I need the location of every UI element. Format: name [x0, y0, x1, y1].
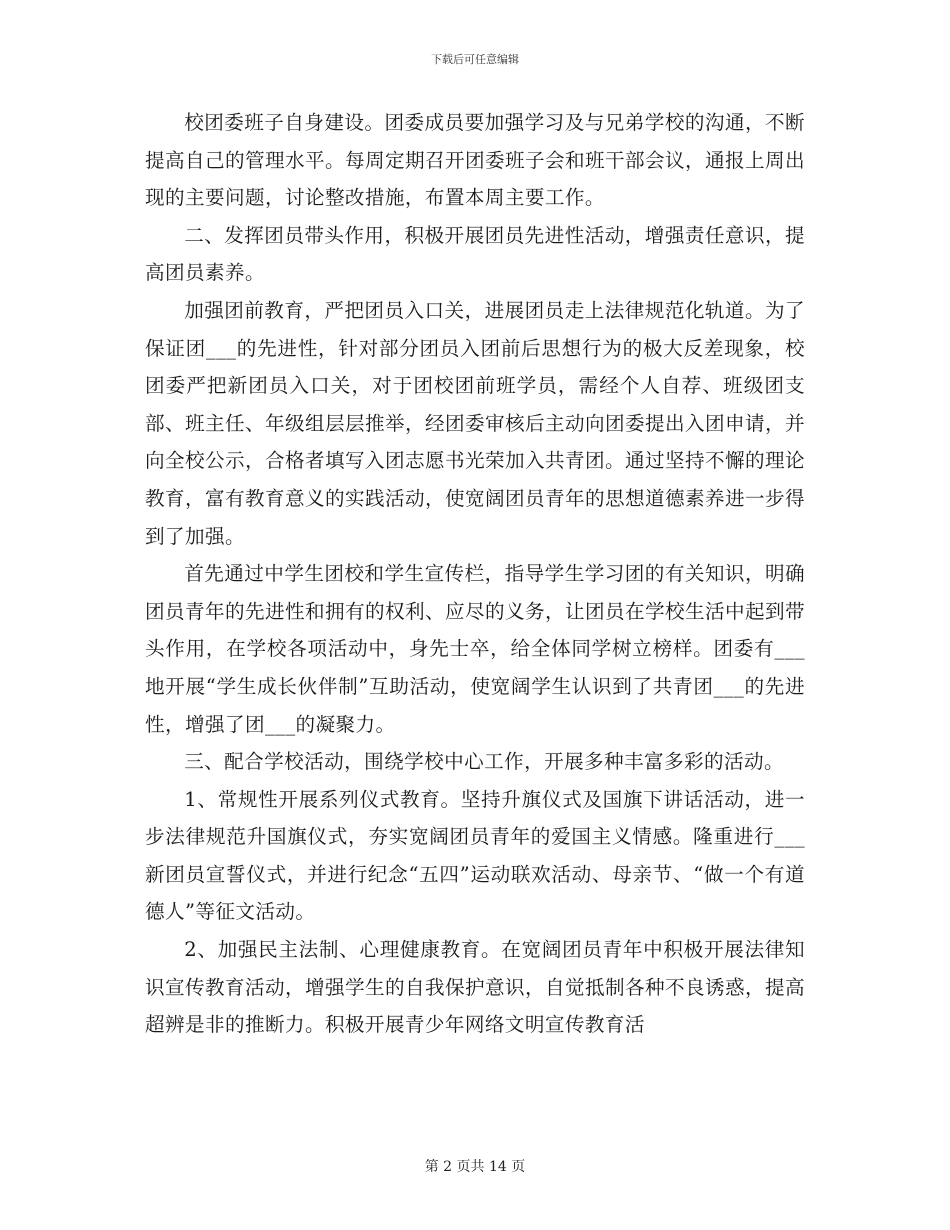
paragraph-2-section-heading: 二、发挥团员带头作用，积极开展团员先进性活动，增强责任意识，提高团员素养。 [145, 223, 805, 285]
paragraph-3: 加强团前教育，严把团员入口关，进展团员走上法律规范化轨道。为了保证团___的先进性，针对部分团员入团前后思想行为的极大反差现象，校团委严把新团员入口关，对于团校团前班学员，需经个人自荐、班级团支部、班主任、年级组层层推举，经团委审核后主动向团委提出入团申请，并向全校公示，合格者填写入团志愿书光荣加入共青团。通过坚持不懈的理论教育，富有教育意义的实践活动，使宽阔团员青年的思想道德素养进一步得到了加强。 [145, 298, 805, 548]
paragraph-5-section-heading: 三、配合学校活动，围绕学校中心工作，开展多种丰富多彩的活动。 [184, 750, 784, 774]
document-body [145, 104, 805, 1044]
paragraph-4: 首先通过中学生团校和学生宣传栏，指导学生学习团的有关知识，明确团员青年的先进性和拥有的权利、应尽的义务，让团员在学校生活中起到带头作用，在学校各项活动中，身先士卒，给全体同学树立榜样。团委有___地开展“学生成长伙伴制”互助活动，使宽阔学生认识到了共青团___的先进性，增强了团___的凝聚力。 [145, 562, 805, 736]
page-header: 下载后可任意编辑 [431, 53, 519, 66]
page-footer-page-number: 第 2 页共 14 页 [424, 1159, 526, 1175]
paragraph-1: 校团委班子自身建设。团委成员要加强学习及与兄弟学校的沟通，不断提高自己的管理水平。每周定期召开团委班子会和班干部会议，通报上周出现的主要问题，讨论整改措施，布置本周主要工作。 [145, 111, 805, 210]
paragraph-6: 1、常规性开展系列仪式教育。坚持升旗仪式及国旗下讲话活动，进一步法律规范升国旗仪式，夯实宽阔团员青年的爱国主义情感。隆重进行___新团员宣誓仪式，并进行纪念“五四”运动联欢活动、母亲节、“做一个有道德人”等征文活动。 [145, 787, 805, 924]
paragraph-7: 2、加强民主法制、心理健康教育。在宽阔团员青年中积极开展法律知识宣传教育活动，增强学生的自我保护意识，自觉抵制各种不良诱惑，提高超辨是非的推断力。积极开展青少年网络文明宣传教育活 [145, 938, 805, 1037]
